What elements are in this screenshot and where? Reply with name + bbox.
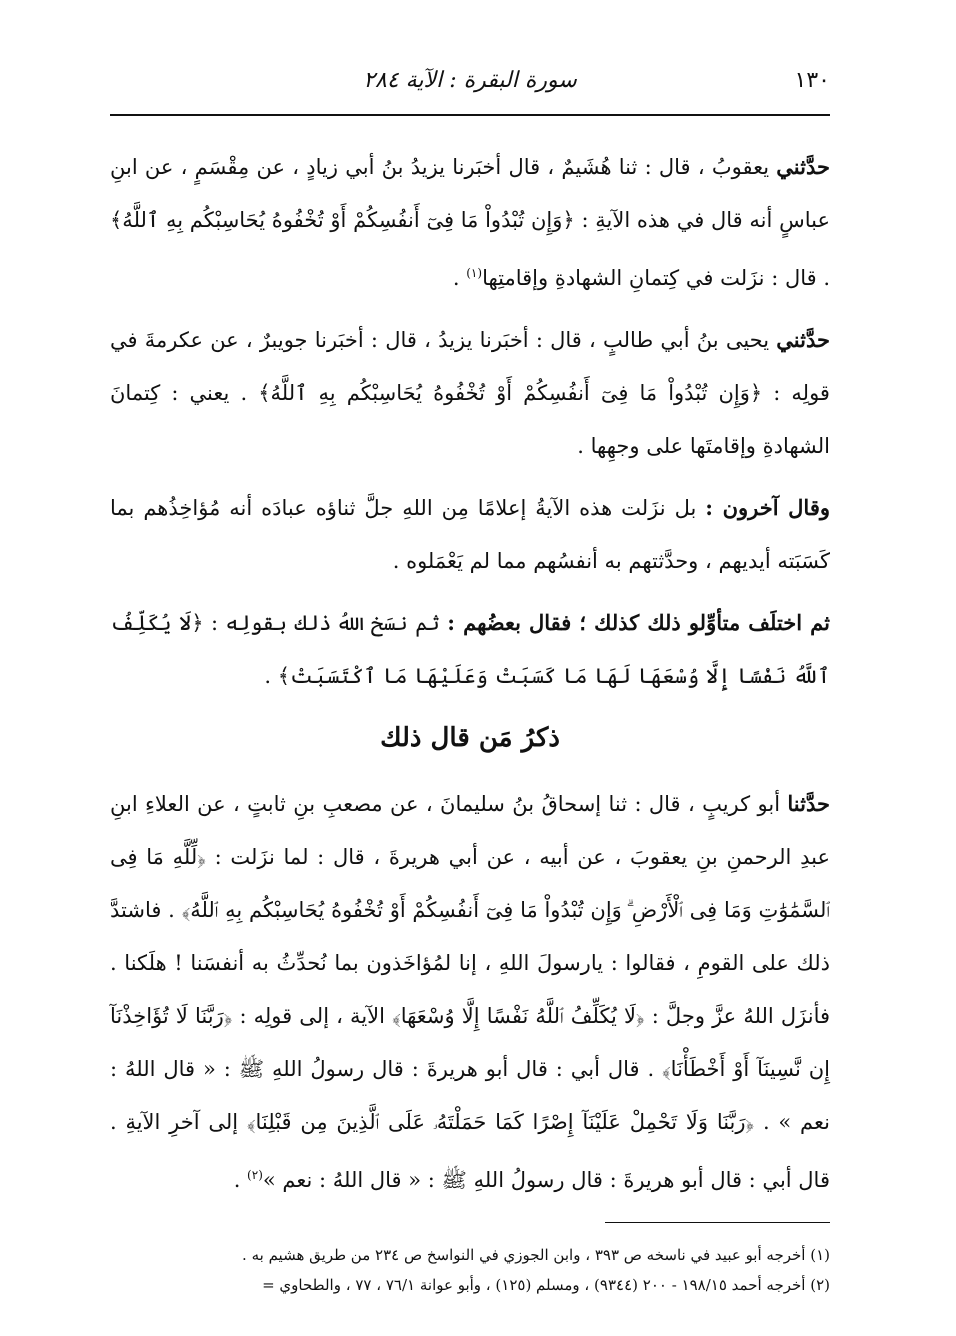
footnote: (٢) أخرجه أحمد ١٩٨/١٥ - ٢٠٠ (٩٣٤٤) ، ومسلم (١٢٥) ، وأبو عوانة ٧٦/١ ، ٧٧ ، والطحاوي = xyxy=(262,1276,830,1294)
paragraph-lead: ثم اختلَف متأوِّلو ذلك كذلك ؛ فقال بعضُهم : xyxy=(447,610,831,635)
quran-verse: ﴿وَإِن تُبْدُواْ مَا فِىٓ أَنفُسِكُمْ أَوْ تُخْفُوهُ يُحَاسِبْكُم بِهِ ٱللَّهُ﴾ xyxy=(258,381,763,405)
paragraph xyxy=(110,313,830,473)
body-text xyxy=(110,140,830,1215)
paragraph-text: . قال : نزَلت في كِتمانِ الشهادةِ وإقامتِها xyxy=(482,266,830,290)
book-page xyxy=(110,40,830,1320)
paragraph-text: بل نزَلت هذه الآيةُ إعلامًا مِن اللهِ جلَّ ثناؤه عبادَه أنه مُؤاخِذُهم بما كَسَبَته أيديهم ، وحدَّثتهم به أنفسُهم مما لم يَعْمَلوه . xyxy=(110,496,830,573)
footnote-marker: (١) xyxy=(466,266,483,280)
paragraph-end: . xyxy=(452,266,467,290)
paragraph-lead: حدَّثني xyxy=(776,327,830,352)
quran-verse: ﴿وَإِن تُبْدُواْ مَا فِىٓ أَنفُسِكُمْ أَوْ تُخْفُوهُ يُحَاسِبْكُم بِهِ ٱللَّهُ﴾ xyxy=(110,208,575,232)
paragraph-text: . يعني : كِتمانَ الشهادةِ وإقامتَها على وجهِها . xyxy=(110,381,830,458)
paragraph-text: يعقوبُ ، قال : ثنا هُشَيمٌ ، قال أخبَرنا يزيدُ بنُ أبي زيادٍ ، عن مِقْسَمٍ ، عن ابنِ عباسٍ أنه قال في هذه الآيةِ : xyxy=(110,155,830,232)
header-rule xyxy=(110,114,830,116)
paragraph-text: أبو كريبٍ ، قال : ثنا إسحاقُ بنُ سليمانَ ، عن مصعبِ بنِ ثابتٍ ، عن العلاءِ ابنِ عبدِ الرحمنِ بنِ يعقوبَ ، عن أبيه ، عن أبي هريرةَ ، قال : لما نزَلت : ﴿لِّلَّهِ مَا فِى ٱلسَّمَٰوَٰتِ وَمَا فِى ٱلْأَرْضِ ۗ وَإِن تُبْدُواْ مَا فِىٓ أَنفُسِكُمْ أَوْ تُخْفُوهُ يُحَاسِبْكُم بِهِ ٱللَّهُ﴾ . فاشتدَّ ذلك على القومِ ، فقالوا : يارسولَ اللهِ ، إنا لمُؤاخَذون بما نُحدِّثُ به أنفسَنا ! هلَكنا . فأنزَل اللهُ عزَّ وجلَّ : ﴿لَا يُكَلِّفُ ٱللَّهُ نَفْسًا إِلَّا وُسْعَهَا﴾ الآية ، إلى قولِه : ﴿رَبَّنَا لَا تُؤَاخِذْنَآ إِن نَّسِينَآ أَوْ أَخْطَأْنَا﴾ . قال أبي : قال أبو هريرةَ : قال رسولُ اللهِ ﷺ : « قال اللهُ : نعم » . ﴿رَبَّنَا وَلَا تَحْمِلْ عَلَيْنَآ إِصْرًا كَمَا حَمَلْتَهُۥ عَلَى ٱلَّذِينَ مِن قَبْلِنَا﴾ إلى آخرِ الآيةِ . قال أبي : قال أبو هريرةَ : قال رسولُ اللهِ ﷺ : « قال اللهُ : نعم » xyxy=(110,792,830,1192)
paragraph-end: . xyxy=(233,1168,248,1192)
paragraph-lead: حدَّثني xyxy=(776,154,830,179)
footnotes xyxy=(110,1240,830,1300)
footnote-marker: (٢) xyxy=(247,1168,263,1182)
footnote: (١) أخرجه أبو عبيد في ناسخه ص ٣٩٣ ، وابن الجوزي في النواسخ ص ٢٣٤ من طريق هشيم به . xyxy=(242,1246,830,1264)
paragraph xyxy=(110,596,830,703)
section-heading: ذكرُ مَن قال ذلك xyxy=(380,723,560,753)
paragraph-text: . xyxy=(264,664,278,688)
paragraph-lead: وقال آخرون : xyxy=(705,495,830,520)
running-title: سورة البقرة : الآية ٢٨٤ xyxy=(363,68,577,93)
footnote-rule xyxy=(605,1222,830,1223)
running-head xyxy=(110,68,830,108)
paragraph xyxy=(110,140,830,305)
paragraph-text: يحيى بنُ أبي طالبٍ ، قال : أخبَرنا يزيدُ ، قال : أخبَرنا جويبرٌ ، عن عكرمةَ في قولِه : xyxy=(110,328,830,405)
paragraph xyxy=(110,777,830,1207)
paragraph-lead: حدَّثنا xyxy=(787,791,830,816)
quran-verse: ﴿لَا يُكَلِّفُ ٱللَّهُ نَفْسًا إِلَّا وُسْعَهَا لَهَا مَا كَسَبَتْ وَعَلَيْهَا مَا ٱكْتَسَبَتْ﴾ xyxy=(110,611,830,688)
paragraph xyxy=(110,481,830,588)
paragraph-text: ثم نسَخ اللهُ ذلك بقولِه : xyxy=(203,611,448,635)
page-number: ١٣٠ xyxy=(794,68,830,93)
